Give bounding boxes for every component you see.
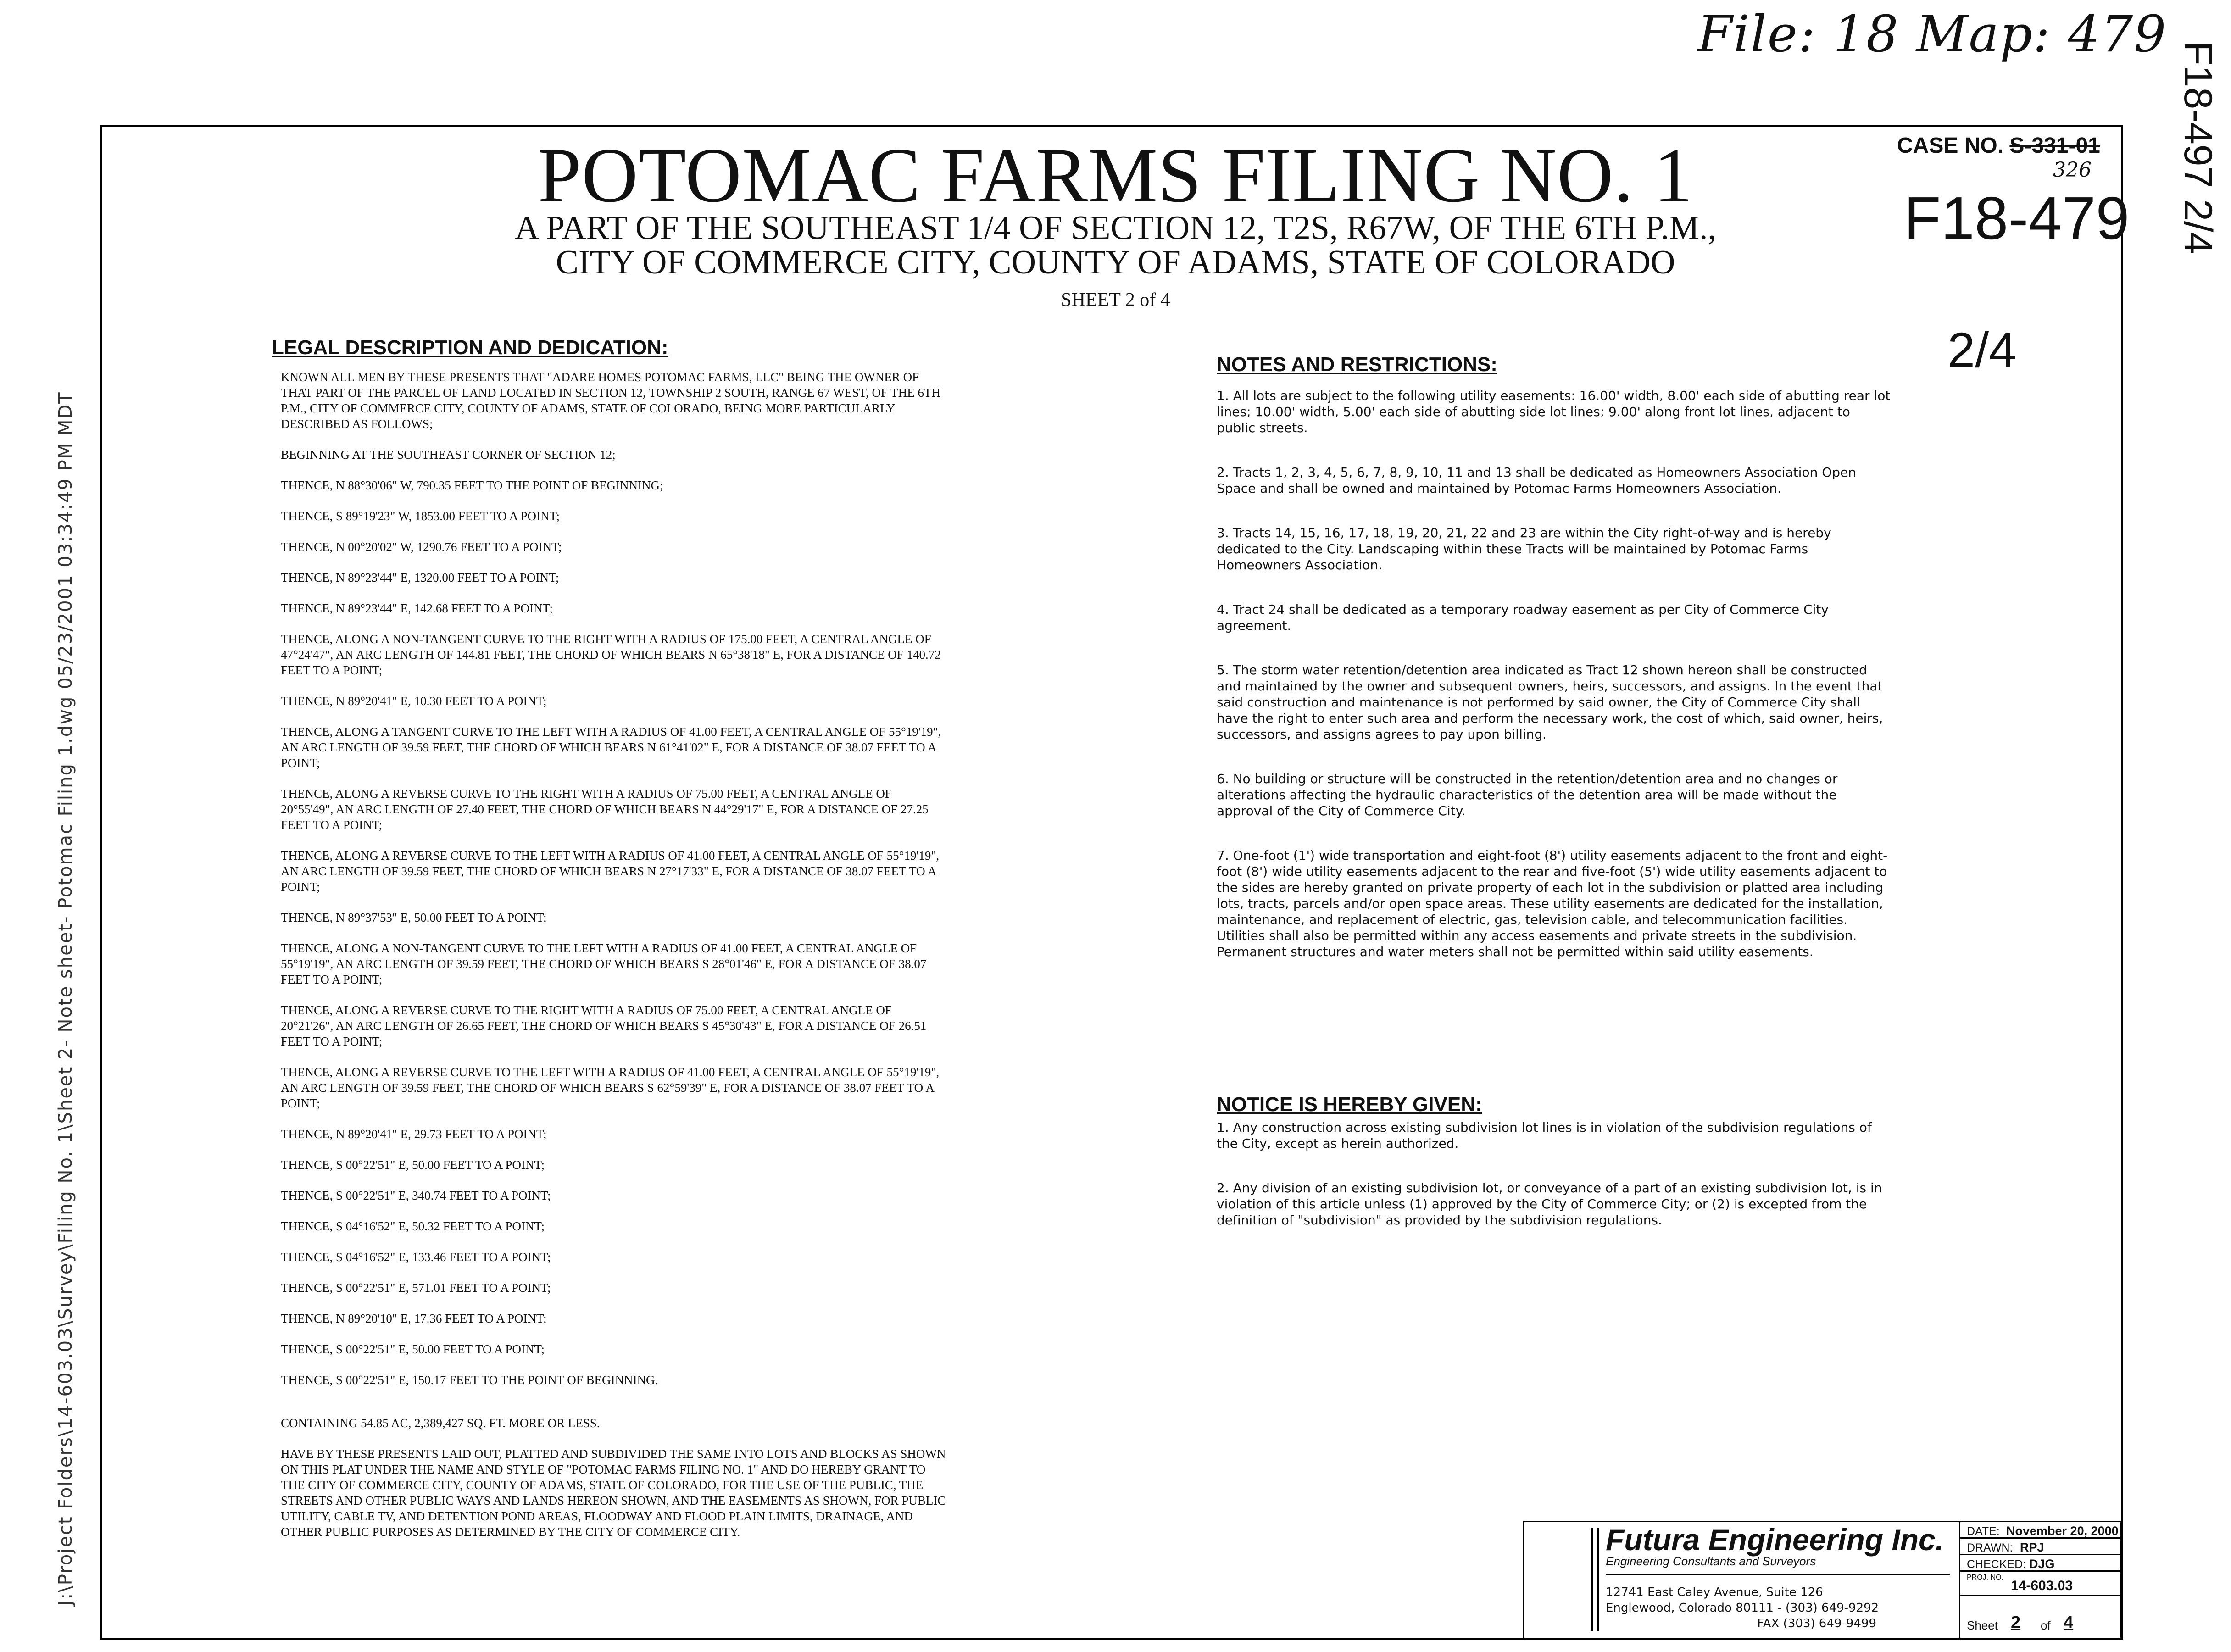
project-row (1960, 1572, 2122, 1596)
title-block-rule (1591, 1528, 1593, 1631)
legal-paragraph: THENCE, S 89°19'23" W, 1853.00 FEET TO A POINT; (281, 509, 560, 523)
date-label: DATE: (1967, 1525, 2000, 1538)
date-value: November 20, 2000 (2006, 1524, 2119, 1538)
sheet-total: 4 (2064, 1613, 2074, 1632)
side-identifier-text: F18-497 2/4 (2176, 41, 2220, 254)
case-handwritten-number: 326 (2053, 158, 2092, 182)
note-item: 1. All lots are subject to the following utility easements: 16.00' width, 8.00' each side of abutting rear lot lines; 10.00' width, 5.00' each side of abutting side lot lines; 9.00' along front lot lines, adjacent to public streets. (1217, 388, 1891, 435)
legal-paragraph: THENCE, N 89°20'41" E, 10.30 FEET TO A POINT; (281, 694, 547, 708)
legal-paragraph: THENCE, N 89°20'41" E, 29.73 FEET TO A POINT; (281, 1127, 547, 1141)
legal-paragraph: BEGINNING AT THE SOUTHEAST CORNER OF SECTION 12; (281, 448, 616, 462)
legal-paragraph: CONTAINING 54.85 AC, 2,389,427 SQ. FT. MORE OR LESS. (281, 1416, 600, 1430)
checked-label: CHECKED: (1967, 1558, 2026, 1571)
drawn-value: RPJ (2020, 1541, 2044, 1554)
legal-paragraph: THENCE, N 89°20'10" E, 17.36 FEET TO A POINT; (281, 1312, 547, 1325)
legal-paragraph: THENCE, S 04°16'52" E, 50.32 FEET TO A POINT; (281, 1219, 545, 1233)
legal-paragraph: THENCE, N 89°23'44" E, 1320.00 FEET TO A POINT; (281, 571, 559, 584)
note-item: 7. One-foot (1') wide transportation and eight-foot (8') utility easements adjacent to the front and eight-foot (8') wide utility easements adjacent to the rear and five-foot (5') wide utility easements adjacent to the sides are hereby granted on private property of each lot in the subdivision or platted area including lots, tracts, parcels and/or open space areas. These utility easements are dedicated for the installation, maintenance, and replacement of electric, gas, television cable, and telecommunication facilities. Utilities shall also be permitted within any access easements and private streets in the subdivision. Permanent structures and water meters shall not be permitted within said utility easements. (1217, 848, 1888, 959)
notice-item: 2. Any division of an existing subdivision lot, or conveyance of a part of an existing subdivision lot, is in violation of this article unless (1) approved by the City of Commerce City; or (2) is excepted from the definition of "subdivision" as provided by the subdivision regulations. (1217, 1180, 1882, 1228)
legal-paragraph: THENCE, ALONG A REVERSE CURVE TO THE LEFT WITH A RADIUS OF 41.00 FEET, A CENTRAL ANGLE OF 55°19'19", AN ARC LENGTH OF 39.59 FEET, THE CHORD OF WHICH BEARS N 27°17'33" E, FOR A DISTANCE OF 38.07 FEET TO A POINT; (281, 849, 940, 894)
project-label: PROJ. NO. (1967, 1574, 2004, 1581)
note-item: 3. Tracts 14, 15, 16, 17, 18, 19, 20, 21, 22 and 23 are within the City right-of-way and is hereby dedicated to the City. Landscaping within these Tracts will be maintained by Potomac Farms Homeowners Association. (1217, 525, 1831, 573)
legal-paragraph: HAVE BY THESE PRESENTS LAID OUT, PLATTED AND SUBDIVIDED THE SAME INTO LOTS AND BLOCKS AS SHOWN ON THIS PLAT UNDER THE NAME AND STYLE OF "POTOMAC FARMS FILING NO. 1" AND DO HEREBY GRANT TO THE CITY OF COMMERCE CITY, COUNTY OF ADAMS, STATE OF COLORADO, FOR THE USE OF THE PUBLIC, THE STREETS AND OTHER PUBLIC WAYS AND LANDS HEREON SHOWN, AND THE EASEMENTS AS SHOWN, FOR PUBLIC UTILITY, CABLE TV, AND DETENTION POND AREAS, FLOODWAY AND FLOOD PLAIN LIMITS, DRAINAGE, AND OTHER PUBLIC PURPOSES AS DETERMINED BY THE CITY OF COMMERCE CITY. (281, 1447, 946, 1539)
plot-path-stamp: J:\Project Folders\14-603.03\Survey\Filing No. 1\Sheet 2- Note sheet- Potomac Filing 1.dwg 05/23/2001 03:34:49 PM MDT (55, 391, 76, 1606)
legal-paragraph: THENCE, N 88°30'06" W, 790.35 FEET TO THE POINT OF BEGINNING; (281, 478, 663, 492)
legal-paragraph: THENCE, S 00°22'51" E, 340.74 FEET TO A POINT; (281, 1189, 551, 1202)
notice-list (1217, 1119, 1891, 1257)
sheet-number: 2 (2011, 1613, 2021, 1632)
legal-paragraph: THENCE, S 00°22'51" E, 50.00 FEET TO A POINT; (281, 1158, 545, 1172)
sheet-number-cell (1960, 1596, 2122, 1638)
firm-fax: FAX (303) 649-9499 (1757, 1617, 1876, 1630)
drawn-label: DRAWN: (1967, 1541, 2013, 1554)
drawn-row (1960, 1539, 2122, 1555)
notes-heading: NOTES AND RESTRICTIONS: (1217, 353, 1497, 376)
legal-paragraph: THENCE, S 00°22'51" E, 150.17 FEET TO THE POINT OF BEGINNING. (281, 1373, 658, 1387)
legal-paragraph: THENCE, N 89°37'53" E, 50.00 FEET TO A POINT; (281, 911, 547, 924)
legal-paragraph: THENCE, N 00°20'02" W, 1290.76 FEET TO A POINT; (281, 540, 562, 554)
checked-row (1960, 1555, 2122, 1572)
legal-paragraph: THENCE, ALONG A REVERSE CURVE TO THE RIGHT WITH A RADIUS OF 75.00 FEET, A CENTRAL ANGLE OF 20°21'26", AN ARC LENGTH OF 26.65 FEET, THE CHORD OF WHICH BEARS S 45°30'43" E, FOR A DISTANCE OF 26.51 FEET TO A POINT; (281, 1003, 927, 1048)
plat-title: POTOMAC FARMS FILING NO. 1 (538, 132, 1693, 218)
legal-paragraph: THENCE, ALONG A NON-TANGENT CURVE TO THE LEFT WITH A RADIUS OF 41.00 FEET, A CENTRAL ANGLE OF 55°19'19", AN ARC LENGTH OF 39.59 FEET, THE CHORD OF WHICH BEARS S 28°01'46" E, FOR A DISTANCE OF 38.07 FEET TO A POINT; (281, 941, 927, 986)
legal-description (281, 369, 946, 1555)
note-item: 2. Tracts 1, 2, 3, 4, 5, 6, 7, 8, 9, 10, 11 and 13 shall be dedicated as Homeowners Association Open Space and shall be owned and maintained by Potomac Farms Homeowners Association. (1217, 465, 1857, 496)
file-number: F18-479 (1904, 184, 2130, 252)
note-item: 6. No building or structure will be constructed in the retention/detention area and no changes or alterations affecting the hydraulic characteristics of the detention area will be made without the approval of the City of Commerce City. (1217, 771, 1838, 818)
legal-paragraph: THENCE, S 04°16'52" E, 133.46 FEET TO A POINT; (281, 1250, 551, 1264)
plat-subtitle-line1: A PART OF THE SOUTHEAST 1/4 OF SECTION 12, T2S, R67W, OF THE 6TH P.M., (515, 209, 1716, 247)
sheet-word: Sheet (1967, 1619, 1998, 1632)
legal-paragraph: THENCE, ALONG A TANGENT CURVE TO THE LEFT WITH A RADIUS OF 41.00 FEET, A CENTRAL ANGLE OF 55°19'19", AN ARC LENGTH OF 39.59 FEET, THE CHORD OF WHICH BEARS N 61°41'02" E, FOR A DISTANCE OF 38.07 FEET TO A POINT; (281, 725, 941, 770)
firm-tagline: Engineering Consultants and Surveyors (1606, 1554, 1816, 1568)
notice-item: 1. Any construction across existing subdivision lot lines is in violation of the subdivision regulations of the City, except as herein authorized. (1217, 1120, 1872, 1151)
checked-value: DJG (2029, 1557, 2055, 1571)
note-item: 4. Tract 24 shall be dedicated as a temporary roadway easement as per City of Commerce City agreement. (1217, 602, 1829, 633)
legal-paragraph: THENCE, ALONG A REVERSE CURVE TO THE RIGHT WITH A RADIUS OF 75.00 FEET, A CENTRAL ANGLE OF 20°55'49", AN ARC LENGTH OF 27.40 FEET, THE CHORD OF WHICH BEARS N 44°29'17" E, FOR A DISTANCE OF 27.25 FEET TO A POINT; (281, 787, 929, 832)
title-block-rule (1597, 1528, 1599, 1631)
handwritten-file-note: File: 18 Map: 479 (1697, 5, 2167, 63)
legal-paragraph: THENCE, ALONG A REVERSE CURVE TO THE LEFT WITH A RADIUS OF 41.00 FEET, A CENTRAL ANGLE OF 55°19'19", AN ARC LENGTH OF 39.59 FEET, THE CHORD OF WHICH BEARS S 62°59'39" E, FOR A DISTANCE OF 38.07 FEET TO A POINT; (281, 1065, 940, 1110)
plat-subtitle-line2: CITY OF COMMERCE CITY, COUNTY OF ADAMS, STATE OF COLORADO (556, 244, 1675, 281)
legal-paragraph: THENCE, ALONG A NON-TANGENT CURVE TO THE RIGHT WITH A RADIUS OF 175.00 FEET, A CENTRAL ANGLE OF 47°24'47", AN ARC LENGTH OF 144.81 FEET, THE CHORD OF WHICH BEARS N 65°38'18" E, FOR A DISTANCE OF 140.72 FEET TO A POINT; (281, 632, 941, 677)
legal-heading: LEGAL DESCRIPTION AND DEDICATION: (272, 336, 668, 359)
date-row (1960, 1522, 2122, 1539)
sheet-label: SHEET 2 of 4 (1061, 289, 1170, 311)
project-value: 14-603.03 (2011, 1578, 2073, 1593)
case-label: CASE NO. (1897, 133, 2004, 158)
legal-paragraph: KNOWN ALL MEN BY THESE PRESENTS THAT "ADARE HOMES POTOMAC FARMS, LLC" BEING THE OWNER OF THAT PART OF THE PARCEL OF LAND LOCATED IN SECTION 12, TOWNSHIP 2 SOUTH, RANGE 67 WEST, OF THE 6TH P.M., CITY OF COMMERCE CITY, COUNTY OF ADAMS, STATE OF COLORADO, BEING MORE PARTICULARLY DESCRIBED AS FOLLOWS; (281, 370, 940, 431)
legal-paragraph: THENCE, S 00°22'51" E, 50.00 FEET TO A POINT; (281, 1342, 545, 1356)
firm-address: 12741 East Caley Avenue, Suite 126 (1606, 1585, 1823, 1599)
legal-paragraph: THENCE, N 89°23'44" E, 142.68 FEET TO A POINT; (281, 601, 553, 615)
firm-address: Englewood, Colorado 80111 - (303) 649-9292 (1606, 1601, 1879, 1615)
note-item: 5. The storm water retention/detention area indicated as Tract 12 shown hereon shall be constructed and maintained by the owner and subsequent owners, heirs, successors, and assigns. In the event that said construction and maintenance is not performed by said owner, the City of Commerce City shall have the right to enter such area and perform the necessary work, the cost of which, said owner, heirs, successors, and assigns agrees to pay upon billing. (1217, 662, 1883, 742)
notes-list (1217, 388, 1891, 988)
sheet-fraction: 2/4 (1947, 322, 2017, 378)
firm-name: Futura Engineering Inc. (1606, 1523, 1944, 1557)
case-struck-number: S-331-01 (2009, 133, 2100, 158)
notice-heading: NOTICE IS HEREBY GIVEN: (1217, 1093, 1482, 1116)
legal-paragraph: THENCE, S 00°22'51" E, 571.01 FEET TO A POINT; (281, 1281, 551, 1295)
sheet-of: of (2041, 1619, 2051, 1632)
title-block-rule (1606, 1574, 1950, 1575)
case-number (1897, 133, 2100, 158)
